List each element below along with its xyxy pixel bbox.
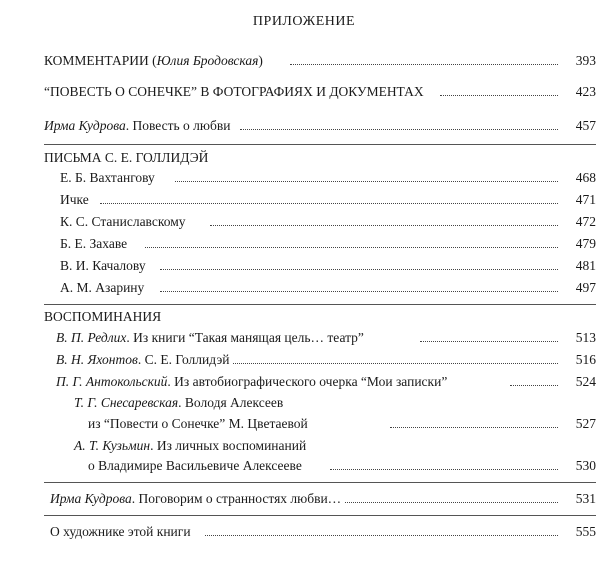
leader-dots <box>510 385 558 386</box>
toc-entry-letter[interactable] <box>0 190 608 210</box>
toc-entry-letter[interactable] <box>0 234 608 254</box>
entry-author: Т. Г. Снесаревская <box>74 395 179 410</box>
section-divider <box>44 515 596 516</box>
entry-title: Т. Г. Снесаревская. Володя Алексеев <box>74 393 286 413</box>
toc-entry-letter[interactable] <box>0 212 608 232</box>
section-heading-memoirs: ВОСПОМИНАНИЯ <box>44 309 162 324</box>
entry-title: А. Т. Кузьмин. Из личных воспоминаний <box>74 436 309 456</box>
toc-entry-letter[interactable] <box>0 278 608 298</box>
entry-author: Ирма Кудрова <box>50 491 132 506</box>
leader-dots <box>440 95 558 96</box>
entry-title: Ичке <box>60 190 92 210</box>
page-title: ПРИЛОЖЕНИЕ <box>252 14 356 29</box>
entry-title: А. М. Азарину <box>60 278 147 298</box>
toc-entry-letter[interactable] <box>0 168 608 188</box>
page-number: 468 <box>573 168 596 188</box>
leader-dots <box>390 427 558 428</box>
leader-dots <box>240 129 558 130</box>
entry-title: В. П. Редлих. Из книги “Такая манящая цель… театр” <box>56 328 367 348</box>
page-number: 524 <box>573 372 596 392</box>
page-number: 472 <box>573 212 596 232</box>
page-number: 527 <box>573 414 596 434</box>
toc-entry-strangeness-of-love[interactable] <box>0 489 608 509</box>
entry-title: КОММЕНТАРИИ (Юлия Бродовская) <box>44 51 266 71</box>
leader-dots <box>160 269 558 270</box>
toc-entry-memoir-line1[interactable] <box>0 393 608 413</box>
entry-author: П. Г. Антокольский <box>56 374 168 389</box>
toc-entry-story-of-love[interactable] <box>0 116 608 136</box>
page-number: 513 <box>573 328 596 348</box>
page-number: 471 <box>573 190 596 210</box>
entry-title: В. Н. Яхонтов. С. Е. Голлидэй <box>56 350 232 370</box>
leader-dots <box>420 341 558 342</box>
page-number: 457 <box>573 116 596 136</box>
leader-dots <box>205 535 558 536</box>
entry-title: Е. Б. Вахтангову <box>60 168 158 188</box>
leader-dots <box>290 64 558 65</box>
toc-entry-commentaries[interactable] <box>0 51 608 71</box>
toc-entry-memoir-line2[interactable] <box>0 414 608 434</box>
page-number: 423 <box>573 82 596 102</box>
page-number: 555 <box>573 522 596 542</box>
toc-entry-memoir[interactable] <box>0 350 608 370</box>
leader-dots <box>330 469 558 470</box>
page-number: 530 <box>573 456 596 476</box>
leader-dots <box>230 363 558 364</box>
leader-dots <box>145 247 558 248</box>
entry-title: В. И. Качалову <box>60 256 149 276</box>
leader-dots <box>210 225 558 226</box>
entry-title: Ирма Кудрова. Повесть о любви <box>44 116 233 136</box>
entry-author: А. Т. Кузьмин <box>74 438 151 453</box>
entry-title: “ПОВЕСТЬ О СОНЕЧКЕ” В ФОТОГРАФИЯХ И ДОКУМЕНТАХ <box>44 82 427 102</box>
entry-title-continued: из “Повести о Сонечке” М. Цветаевой <box>88 414 311 434</box>
entry-title-continued: о Владимире Васильевиче Алексееве <box>88 456 305 476</box>
entry-author: В. П. Редлих <box>56 330 127 345</box>
page-number: 393 <box>573 51 596 71</box>
toc-entry-memoir-line1[interactable] <box>0 436 608 456</box>
entry-title: Ирма Кудрова. Поговорим о странностях любви… <box>50 489 344 509</box>
toc-entry-letter[interactable] <box>0 256 608 276</box>
leader-dots <box>175 181 558 182</box>
entry-title: П. Г. Антокольский. Из автобиографического очерка “Мои записки” <box>56 372 450 392</box>
section-divider <box>44 144 596 145</box>
entry-author: Юлия Бродовская <box>156 53 259 68</box>
leader-dots <box>340 502 558 503</box>
section-heading-letters: ПИСЬМА С. Е. ГОЛЛИДЭЙ <box>44 150 209 165</box>
entry-title: Б. Е. Захаве <box>60 234 130 254</box>
entry-author: Ирма Кудрова <box>44 118 126 133</box>
page-number: 531 <box>573 489 596 509</box>
leader-dots <box>160 291 558 292</box>
section-divider <box>44 482 596 483</box>
toc-entry-about-artist[interactable] <box>0 522 608 542</box>
entry-title: К. С. Станиславскому <box>60 212 189 232</box>
section-divider <box>44 304 596 305</box>
page-number: 516 <box>573 350 596 370</box>
page-number: 497 <box>573 278 596 298</box>
entry-author: В. Н. Яхонтов <box>56 352 138 367</box>
page-number: 481 <box>573 256 596 276</box>
page-number: 479 <box>573 234 596 254</box>
leader-dots <box>100 203 558 204</box>
entry-title: О художнике этой книги <box>50 522 194 542</box>
toc-entry-memoir[interactable] <box>0 372 608 392</box>
toc-entry-memoir[interactable] <box>0 328 608 348</box>
toc-entry-memoir-line2[interactable] <box>0 456 608 476</box>
toc-entry-photos-documents[interactable] <box>0 82 608 102</box>
